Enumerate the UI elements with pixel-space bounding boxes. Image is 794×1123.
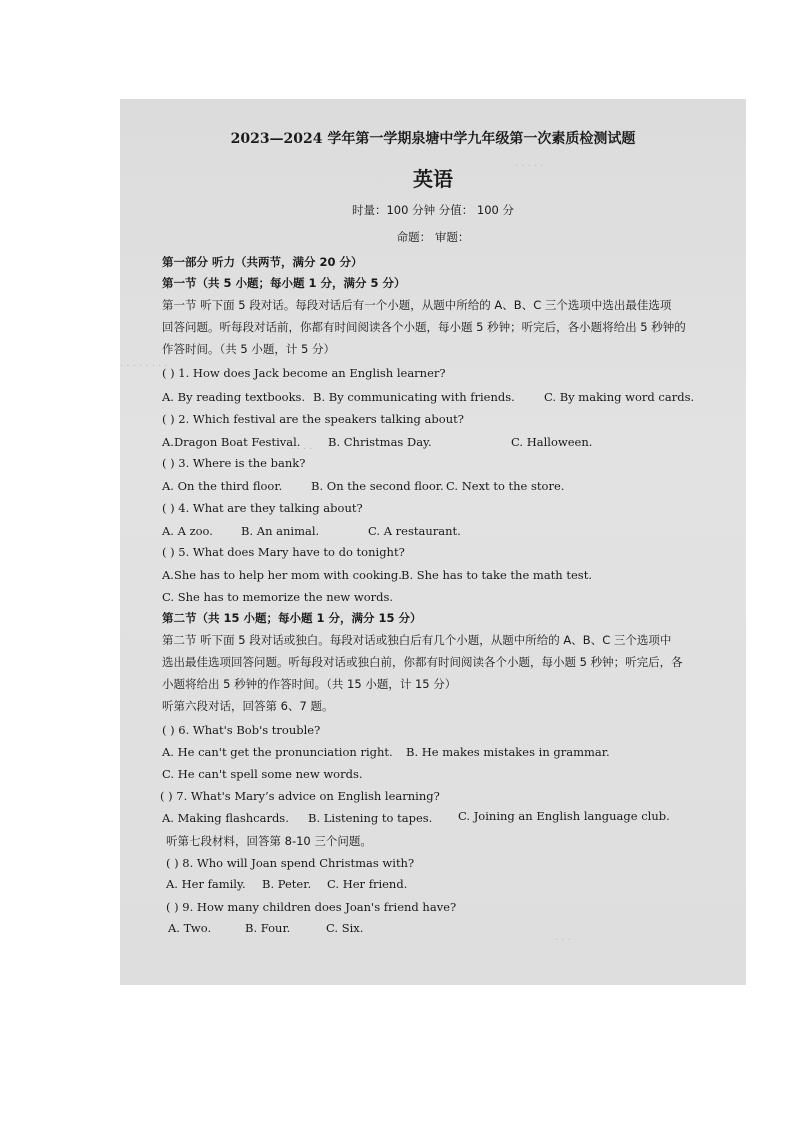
group-instruction: 听第七段材料，回答第 8-10 三个问题。: [166, 834, 372, 848]
option-c: C. Halloween.: [511, 435, 593, 449]
authors-line: 命题： 审题：: [396, 230, 470, 244]
section1-heading: 第一节（共 5 小题；每小题 1 分，满分 5 分）: [162, 276, 406, 290]
bleed-through-mark: · · · · · · · ·: [120, 361, 168, 372]
bleed-through-mark: · · · · ·: [515, 161, 544, 172]
question-9: ( ) 9. How many children does Joan's friend have?: [166, 900, 457, 914]
question-8: ( ) 8. Who will Joan spend Christmas with?: [166, 856, 415, 870]
option-a: A. Her family.: [166, 877, 246, 891]
section1-instruction-line: 第一节 听下面 5 段对话。每段对话后有一个小题，从题中所给的 A、B、C 三个选项中选出最佳选项: [162, 298, 672, 312]
part1-heading: 第一部分 听力（共两节，满分 20 分）: [162, 255, 363, 269]
option-c: C. Next to the store.: [446, 479, 565, 493]
option-b: B. Four.: [245, 921, 291, 935]
bleed-through-mark: · · · ·: [290, 444, 313, 455]
option-a: A. Two.: [168, 921, 212, 935]
option-b: B. Peter.: [262, 877, 312, 891]
option-c: C. Her friend.: [327, 877, 408, 891]
exam-title: 2023—2024 学年第一学期泉塘中学九年级第一次素质检测试题: [230, 131, 636, 147]
option-a: A. A zoo.: [162, 524, 213, 538]
option-c: C. By making word cards.: [544, 390, 695, 404]
question-4: ( ) 4. What are they talking about?: [162, 501, 363, 515]
option-b: B. Listening to tapes.: [308, 811, 433, 825]
group-instruction: 听第六段对话，回答第 6、7 题。: [162, 699, 334, 713]
option-b: B. He makes mistakes in grammar.: [406, 745, 610, 759]
time-score-line: 时量：100 分钟 分值： 100 分: [351, 203, 515, 217]
section1-instruction-line: 回答问题。听每段对话前，你都有时间阅读各个小题，每小题 5 秒钟；听完后，各小题将给出 5 秒钟的: [162, 320, 686, 334]
option-a: A.She has to help her mom with cooking.: [162, 568, 402, 582]
option-c: C. Six.: [326, 921, 364, 935]
bleed-through-mark: · · ·: [555, 935, 571, 946]
option-c: C. Joining an English language club.: [458, 809, 670, 823]
option-b: B. By communicating with friends.: [313, 390, 515, 404]
option-b: B. She has to take the math test.: [401, 568, 592, 582]
option-a: A. He can't get the pronunciation right.: [162, 745, 393, 759]
section1-instruction-line: 作答时间。（共 5 小题，计 5 分）: [162, 342, 336, 356]
option-b: B. Christmas Day.: [328, 435, 432, 449]
exam-paper-photo: [120, 99, 746, 985]
section2-instruction-line: 选出最佳选项回答问题。听每段对话或独白前，你都有时间阅读各个小题，每小题 5 秒钟；听完后，各: [162, 655, 683, 669]
question-6: ( ) 6. What's Bob's trouble?: [162, 723, 321, 737]
option-a: A.Dragon Boat Festival.: [162, 435, 301, 449]
question-5: ( ) 5. What does Mary have to do tonight?: [162, 545, 405, 559]
section2-instruction-line: 第二节 听下面 5 段对话或独白。每段对话或独白后有几个小题，从题中所给的 A、B、C 三个选项中: [162, 633, 672, 647]
option-a: A. On the third floor.: [162, 479, 283, 493]
question-7: ( ) 7. What's Mary’s advice on English learning?: [160, 789, 440, 803]
section2-instruction-line: 小题将给出 5 秒钟的作答时间。（共 15 小题，计 15 分）: [162, 677, 457, 691]
option-c: C. He can't spell some new words.: [162, 767, 363, 781]
question-3: ( ) 3. Where is the bank?: [162, 456, 306, 470]
option-a: A. By reading textbooks.: [162, 390, 306, 404]
option-c: C. She has to memorize the new words.: [162, 590, 394, 604]
question-2: ( ) 2. Which festival are the speakers talking about?: [162, 412, 464, 426]
option-b: B. An animal.: [241, 524, 320, 538]
option-b: B. On the second floor.: [311, 479, 444, 493]
section2-heading: 第二节（共 15 小题；每小题 1 分，满分 15 分）: [162, 611, 422, 625]
option-a: A. Making flashcards.: [162, 811, 289, 825]
subject-title: 英语: [413, 167, 453, 191]
question-1: ( ) 1. How does Jack become an English learner?: [162, 366, 446, 380]
option-c: C. A restaurant.: [368, 524, 461, 538]
